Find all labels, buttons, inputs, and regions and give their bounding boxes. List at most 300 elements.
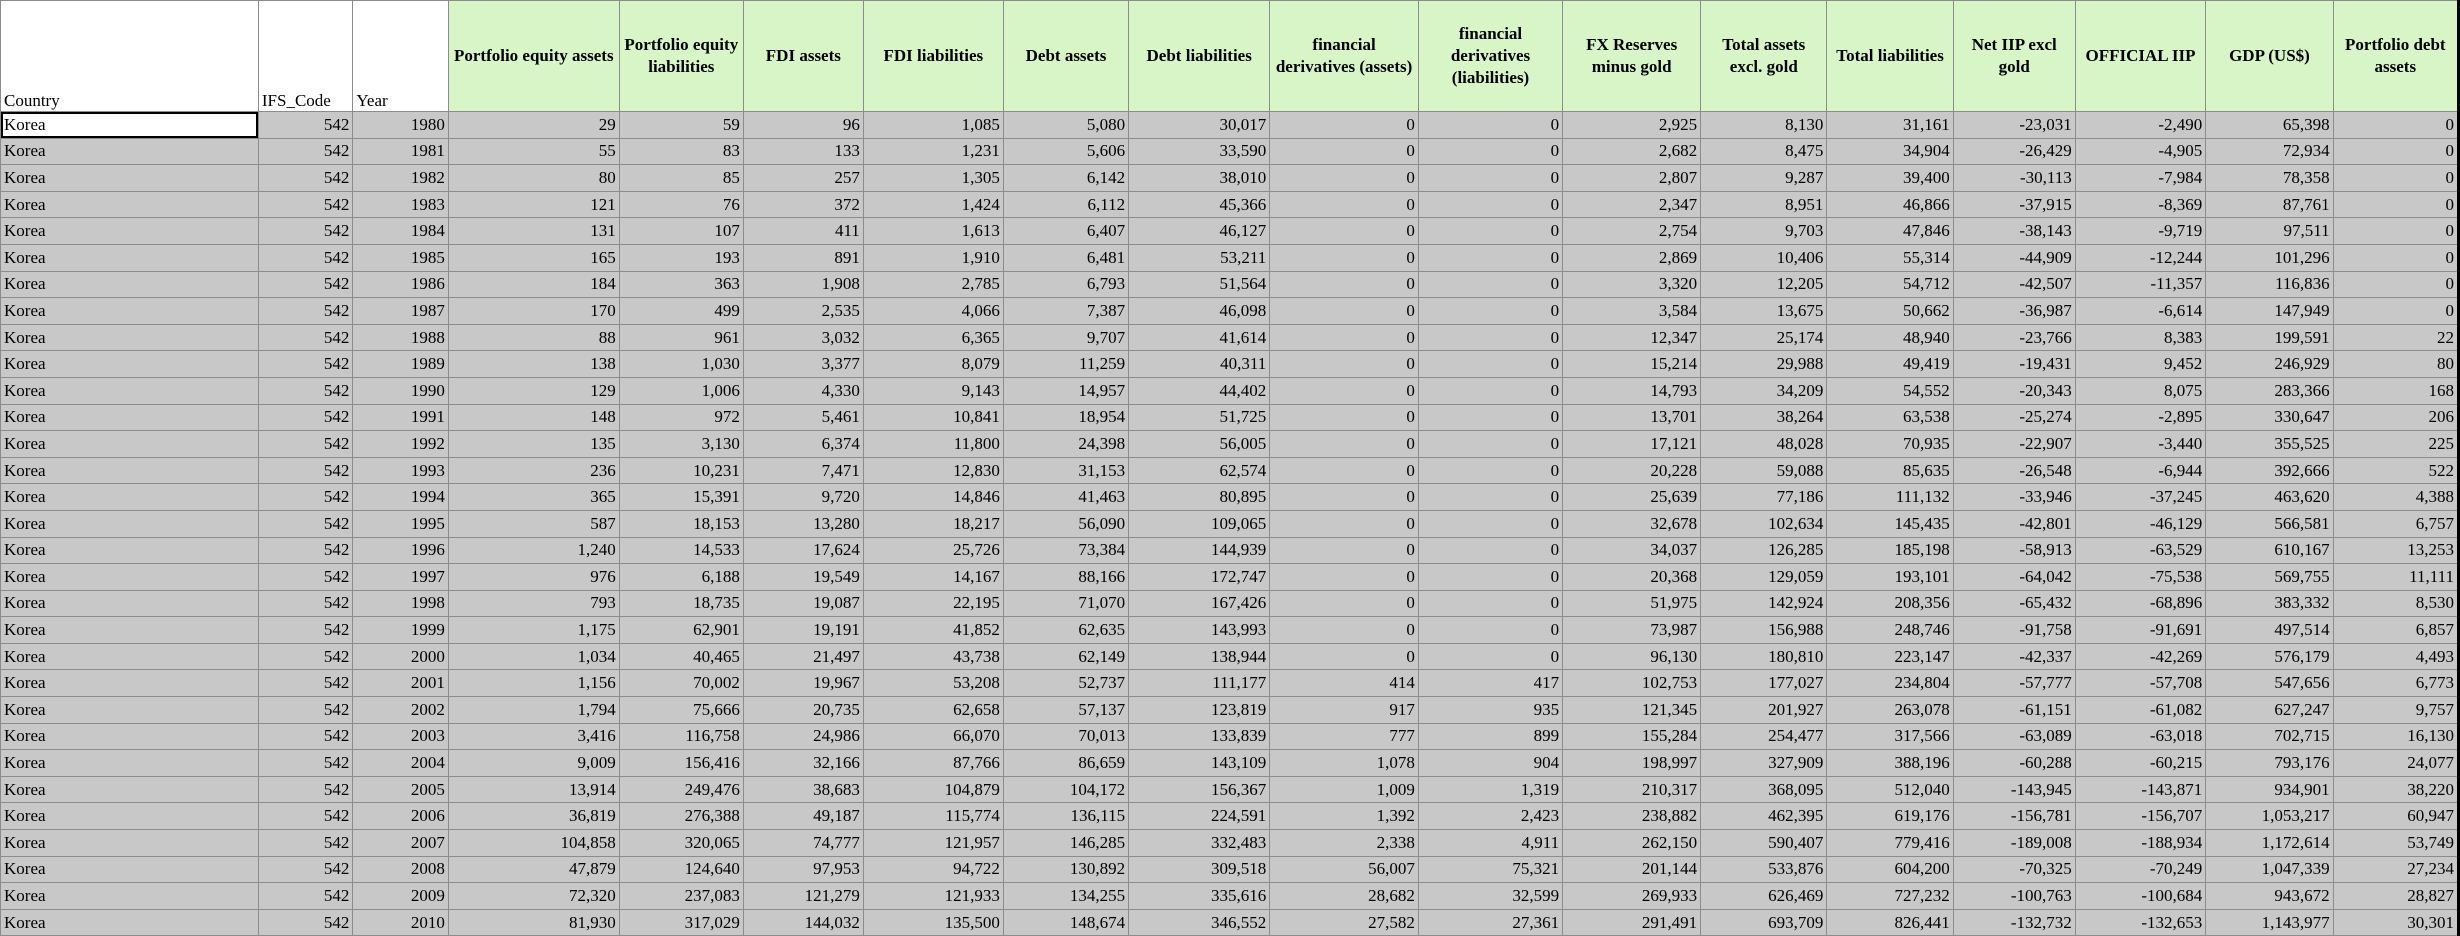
data-cell[interactable]: -20,343 [1953, 377, 2075, 404]
country-cell[interactable]: Korea [1, 643, 259, 670]
data-cell[interactable]: 38,010 [1129, 165, 1270, 192]
data-cell[interactable]: 2,754 [1563, 218, 1701, 245]
data-cell[interactable]: 126,285 [1701, 537, 1827, 564]
data-cell[interactable]: 542 [258, 670, 352, 697]
data-cell[interactable]: 249,476 [619, 776, 743, 803]
data-cell[interactable]: 184 [448, 271, 619, 298]
data-cell[interactable]: 934,901 [2206, 776, 2333, 803]
data-cell[interactable]: 2,682 [1563, 138, 1701, 165]
data-cell[interactable]: 542 [258, 457, 352, 484]
data-cell[interactable]: 330,647 [2206, 404, 2333, 431]
data-cell[interactable]: -4,905 [2075, 138, 2206, 165]
data-cell[interactable]: 199,591 [2206, 324, 2333, 351]
data-cell[interactable]: 70,002 [619, 670, 743, 697]
data-cell[interactable]: 165 [448, 244, 619, 271]
data-cell[interactable]: 542 [258, 883, 352, 910]
country-cell[interactable]: Korea [1, 590, 259, 617]
data-cell[interactable]: 38,683 [743, 776, 863, 803]
country-cell[interactable]: Korea [1, 377, 259, 404]
data-cell[interactable]: 18,954 [1003, 404, 1128, 431]
data-cell[interactable]: -91,758 [1953, 617, 2075, 644]
data-cell[interactable]: -57,708 [2075, 670, 2206, 697]
data-cell[interactable]: 0 [1270, 324, 1419, 351]
data-cell[interactable]: 72,934 [2206, 138, 2333, 165]
data-cell[interactable]: 142,924 [1701, 590, 1827, 617]
data-cell[interactable]: 1980 [353, 112, 449, 139]
data-cell[interactable]: 129 [448, 377, 619, 404]
data-cell[interactable]: 136,115 [1003, 803, 1128, 830]
data-cell[interactable]: 74,777 [743, 830, 863, 857]
data-cell[interactable]: -6,614 [2075, 298, 2206, 325]
data-cell[interactable]: 0 [2333, 138, 2458, 165]
data-cell[interactable]: 1999 [353, 617, 449, 644]
data-cell[interactable]: 542 [258, 537, 352, 564]
data-cell[interactable]: 727,232 [1827, 883, 1953, 910]
country-cell[interactable]: Korea [1, 830, 259, 857]
data-cell[interactable]: 1984 [353, 218, 449, 245]
data-cell[interactable]: 1992 [353, 431, 449, 458]
data-cell[interactable]: 87,766 [863, 750, 1003, 777]
data-cell[interactable]: 1988 [353, 324, 449, 351]
data-cell[interactable]: 8,383 [2075, 324, 2206, 351]
data-cell[interactable]: 0 [1418, 138, 1562, 165]
data-cell[interactable]: 392,666 [2206, 457, 2333, 484]
data-cell[interactable]: 943,672 [2206, 883, 2333, 910]
data-cell[interactable]: -19,431 [1953, 351, 2075, 378]
data-cell[interactable]: 1985 [353, 244, 449, 271]
data-cell[interactable]: 566,581 [2206, 510, 2333, 537]
data-cell[interactable]: 1987 [353, 298, 449, 325]
data-cell[interactable]: 9,720 [743, 484, 863, 511]
data-cell[interactable]: 542 [258, 191, 352, 218]
data-cell[interactable]: 1993 [353, 457, 449, 484]
data-cell[interactable]: 6,857 [2333, 617, 2458, 644]
data-cell[interactable]: -60,215 [2075, 750, 2206, 777]
data-cell[interactable]: 6,365 [863, 324, 1003, 351]
data-cell[interactable]: 76 [619, 191, 743, 218]
data-cell[interactable]: 41,463 [1003, 484, 1128, 511]
data-cell[interactable]: 0 [1418, 244, 1562, 271]
data-cell[interactable]: 0 [1270, 564, 1419, 591]
data-cell[interactable]: 8,530 [2333, 590, 2458, 617]
data-cell[interactable]: -100,684 [2075, 883, 2206, 910]
data-cell[interactable]: 576,179 [2206, 643, 2333, 670]
data-cell[interactable]: 793,176 [2206, 750, 2333, 777]
data-cell[interactable]: 73,987 [1563, 617, 1701, 644]
data-cell[interactable]: 97,953 [743, 856, 863, 883]
column-header[interactable]: Portfolio equity liabilities [619, 1, 743, 112]
data-cell[interactable]: 18,217 [863, 510, 1003, 537]
data-cell[interactable]: 59,088 [1701, 457, 1827, 484]
data-cell[interactable]: 291,491 [1563, 909, 1701, 936]
data-cell[interactable]: 48,028 [1701, 431, 1827, 458]
data-cell[interactable]: 3,584 [1563, 298, 1701, 325]
data-cell[interactable]: 32,599 [1418, 883, 1562, 910]
data-cell[interactable]: 15,391 [619, 484, 743, 511]
data-cell[interactable]: 0 [1418, 510, 1562, 537]
column-header[interactable]: Debt liabilities [1129, 1, 1270, 112]
data-cell[interactable]: 355,525 [2206, 431, 2333, 458]
data-cell[interactable]: 3,130 [619, 431, 743, 458]
data-cell[interactable]: 542 [258, 324, 352, 351]
data-cell[interactable]: 20,735 [743, 697, 863, 724]
data-cell[interactable]: 4,330 [743, 377, 863, 404]
data-cell[interactable]: 0 [1418, 590, 1562, 617]
data-cell[interactable]: 0 [1270, 643, 1419, 670]
data-cell[interactable]: 87,761 [2206, 191, 2333, 218]
data-cell[interactable]: 0 [1418, 324, 1562, 351]
data-cell[interactable]: -63,089 [1953, 723, 2075, 750]
data-cell[interactable]: 13,253 [2333, 537, 2458, 564]
data-cell[interactable]: 0 [1270, 165, 1419, 192]
data-cell[interactable]: 24,986 [743, 723, 863, 750]
data-cell[interactable]: -70,325 [1953, 856, 2075, 883]
data-cell[interactable]: 6,757 [2333, 510, 2458, 537]
data-cell[interactable]: 41,852 [863, 617, 1003, 644]
data-cell[interactable]: 0 [1270, 244, 1419, 271]
data-cell[interactable]: 145,435 [1827, 510, 1953, 537]
data-cell[interactable]: 198,997 [1563, 750, 1701, 777]
data-cell[interactable]: 935 [1418, 697, 1562, 724]
country-cell[interactable]: Korea [1, 883, 259, 910]
data-cell[interactable]: -11,357 [2075, 271, 2206, 298]
data-cell[interactable]: 2,925 [1563, 112, 1701, 139]
data-cell[interactable]: 234,804 [1827, 670, 1953, 697]
data-cell[interactable]: -22,907 [1953, 431, 2075, 458]
data-cell[interactable]: 0 [1418, 484, 1562, 511]
data-cell[interactable]: 60,947 [2333, 803, 2458, 830]
country-cell[interactable]: Korea [1, 803, 259, 830]
data-cell[interactable]: -37,915 [1953, 191, 2075, 218]
data-cell[interactable]: 56,090 [1003, 510, 1128, 537]
data-cell[interactable]: 44,402 [1129, 377, 1270, 404]
data-cell[interactable]: 73,384 [1003, 537, 1128, 564]
data-cell[interactable]: 17,624 [743, 537, 863, 564]
data-cell[interactable]: 1,156 [448, 670, 619, 697]
data-cell[interactable]: 2008 [353, 856, 449, 883]
data-cell[interactable]: 31,153 [1003, 457, 1128, 484]
data-cell[interactable]: 11,111 [2333, 564, 2458, 591]
data-cell[interactable]: 14,167 [863, 564, 1003, 591]
data-cell[interactable]: 0 [1418, 351, 1562, 378]
data-cell[interactable]: 28,827 [2333, 883, 2458, 910]
data-cell[interactable]: 25,174 [1701, 324, 1827, 351]
data-cell[interactable]: 172,747 [1129, 564, 1270, 591]
data-cell[interactable]: 542 [258, 856, 352, 883]
data-cell[interactable]: 497,514 [2206, 617, 2333, 644]
data-cell[interactable]: 9,452 [2075, 351, 2206, 378]
data-cell[interactable]: 891 [743, 244, 863, 271]
data-cell[interactable]: 2004 [353, 750, 449, 777]
data-cell[interactable]: 34,209 [1701, 377, 1827, 404]
data-cell[interactable]: 365 [448, 484, 619, 511]
column-header[interactable]: FDI liabilities [863, 1, 1003, 112]
country-cell[interactable]: Korea [1, 271, 259, 298]
data-cell[interactable]: 80 [448, 165, 619, 192]
country-cell[interactable]: Korea [1, 909, 259, 936]
data-cell[interactable]: 144,032 [743, 909, 863, 936]
data-cell[interactable]: 1,078 [1270, 750, 1419, 777]
data-cell[interactable]: 123,819 [1129, 697, 1270, 724]
data-cell[interactable]: 3,416 [448, 723, 619, 750]
data-cell[interactable]: 6,142 [1003, 165, 1128, 192]
data-cell[interactable]: 8,475 [1701, 138, 1827, 165]
data-cell[interactable]: 3,320 [1563, 271, 1701, 298]
data-cell[interactable]: 826,441 [1827, 909, 1953, 936]
data-cell[interactable]: 22,195 [863, 590, 1003, 617]
data-cell[interactable]: 1983 [353, 191, 449, 218]
data-cell[interactable]: 1995 [353, 510, 449, 537]
data-cell[interactable]: 32,678 [1563, 510, 1701, 537]
data-cell[interactable]: 414 [1270, 670, 1419, 697]
data-cell[interactable]: 627,247 [2206, 697, 2333, 724]
data-cell[interactable]: -63,018 [2075, 723, 2206, 750]
data-cell[interactable]: 0 [2333, 112, 2458, 139]
data-cell[interactable]: 59 [619, 112, 743, 139]
data-cell[interactable]: 156,416 [619, 750, 743, 777]
data-cell[interactable]: 1990 [353, 377, 449, 404]
data-cell[interactable]: 917 [1270, 697, 1419, 724]
data-cell[interactable]: 14,793 [1563, 377, 1701, 404]
data-cell[interactable]: 0 [1270, 377, 1419, 404]
data-cell[interactable]: 0 [1270, 590, 1419, 617]
data-cell[interactable]: 0 [1418, 617, 1562, 644]
data-cell[interactable]: 30,301 [2333, 909, 2458, 936]
data-cell[interactable]: 19,967 [743, 670, 863, 697]
data-cell[interactable]: 94,722 [863, 856, 1003, 883]
data-cell[interactable]: 4,493 [2333, 643, 2458, 670]
data-cell[interactable]: 39,400 [1827, 165, 1953, 192]
data-cell[interactable]: 65,398 [2206, 112, 2333, 139]
data-cell[interactable]: 542 [258, 697, 352, 724]
data-cell[interactable]: 38,264 [1701, 404, 1827, 431]
data-cell[interactable]: 133,839 [1129, 723, 1270, 750]
data-cell[interactable]: 1982 [353, 165, 449, 192]
country-cell[interactable]: Korea [1, 697, 259, 724]
data-cell[interactable]: 236 [448, 457, 619, 484]
data-cell[interactable]: 6,188 [619, 564, 743, 591]
data-cell[interactable]: -61,151 [1953, 697, 2075, 724]
data-cell[interactable]: 0 [1270, 431, 1419, 458]
data-cell[interactable]: 85 [619, 165, 743, 192]
data-cell[interactable]: 1,009 [1270, 776, 1419, 803]
data-cell[interactable]: 63,538 [1827, 404, 1953, 431]
country-cell[interactable]: Korea [1, 244, 259, 271]
data-cell[interactable]: 8,075 [2075, 377, 2206, 404]
data-cell[interactable]: -70,249 [2075, 856, 2206, 883]
data-cell[interactable]: 131 [448, 218, 619, 245]
data-cell[interactable]: -100,763 [1953, 883, 2075, 910]
data-cell[interactable]: -8,369 [2075, 191, 2206, 218]
data-cell[interactable]: 9,287 [1701, 165, 1827, 192]
data-cell[interactable]: 55 [448, 138, 619, 165]
data-cell[interactable]: 388,196 [1827, 750, 1953, 777]
data-cell[interactable]: -42,337 [1953, 643, 2075, 670]
country-cell[interactable]: Korea [1, 298, 259, 325]
data-cell[interactable]: 20,368 [1563, 564, 1701, 591]
data-cell[interactable]: 143,993 [1129, 617, 1270, 644]
data-cell[interactable]: 1989 [353, 351, 449, 378]
data-cell[interactable]: 5,606 [1003, 138, 1128, 165]
data-cell[interactable]: -23,766 [1953, 324, 2075, 351]
data-cell[interactable]: 13,675 [1701, 298, 1827, 325]
data-cell[interactable]: 45,366 [1129, 191, 1270, 218]
data-cell[interactable]: 1997 [353, 564, 449, 591]
data-cell[interactable]: 1,006 [619, 377, 743, 404]
country-cell[interactable]: Korea [1, 165, 259, 192]
data-cell[interactable]: 208,356 [1827, 590, 1953, 617]
data-cell[interactable]: 130,892 [1003, 856, 1128, 883]
data-cell[interactable]: 5,080 [1003, 112, 1128, 139]
data-cell[interactable]: 96 [743, 112, 863, 139]
data-cell[interactable]: 40,311 [1129, 351, 1270, 378]
column-header[interactable]: Total liabilities [1827, 1, 1953, 112]
data-cell[interactable]: 512,040 [1827, 776, 1953, 803]
data-cell[interactable]: -12,244 [2075, 244, 2206, 271]
data-cell[interactable]: 4,911 [1418, 830, 1562, 857]
data-cell[interactable]: -44,909 [1953, 244, 2075, 271]
column-header[interactable]: Year [353, 1, 449, 112]
data-cell[interactable]: 36,819 [448, 803, 619, 830]
data-cell[interactable]: 18,735 [619, 590, 743, 617]
data-cell[interactable]: 2010 [353, 909, 449, 936]
data-cell[interactable]: 542 [258, 377, 352, 404]
column-header[interactable]: Debt assets [1003, 1, 1128, 112]
column-header[interactable]: Portfolio debt assets [2333, 1, 2458, 112]
data-cell[interactable]: 246,929 [2206, 351, 2333, 378]
data-cell[interactable]: -38,143 [1953, 218, 2075, 245]
data-cell[interactable]: 10,231 [619, 457, 743, 484]
data-cell[interactable]: 14,957 [1003, 377, 1128, 404]
data-cell[interactable]: 8,130 [1701, 112, 1827, 139]
data-cell[interactable]: 262,150 [1563, 830, 1701, 857]
data-cell[interactable]: 1,053,217 [2206, 803, 2333, 830]
data-cell[interactable]: 327,909 [1701, 750, 1827, 777]
data-cell[interactable]: 4,066 [863, 298, 1003, 325]
data-cell[interactable]: 12,347 [1563, 324, 1701, 351]
data-cell[interactable]: 8,079 [863, 351, 1003, 378]
data-cell[interactable]: 170 [448, 298, 619, 325]
data-cell[interactable]: 542 [258, 431, 352, 458]
data-cell[interactable]: 33,590 [1129, 138, 1270, 165]
data-cell[interactable]: 49,187 [743, 803, 863, 830]
country-cell[interactable]: Korea [1, 670, 259, 697]
data-cell[interactable]: 111,177 [1129, 670, 1270, 697]
data-cell[interactable]: -26,429 [1953, 138, 2075, 165]
data-cell[interactable]: 542 [258, 830, 352, 857]
data-cell[interactable]: 542 [258, 351, 352, 378]
data-cell[interactable]: -156,707 [2075, 803, 2206, 830]
data-cell[interactable]: 201,927 [1701, 697, 1827, 724]
data-cell[interactable]: 0 [1418, 457, 1562, 484]
data-cell[interactable]: 463,620 [2206, 484, 2333, 511]
data-cell[interactable]: 0 [1418, 404, 1562, 431]
data-cell[interactable]: 587 [448, 510, 619, 537]
data-cell[interactable]: -64,042 [1953, 564, 2075, 591]
data-cell[interactable]: 335,616 [1129, 883, 1270, 910]
country-cell[interactable]: Korea [1, 457, 259, 484]
data-cell[interactable]: 2005 [353, 776, 449, 803]
column-header[interactable]: Portfolio equity assets [448, 1, 619, 112]
data-cell[interactable]: 6,112 [1003, 191, 1128, 218]
data-cell[interactable]: 777 [1270, 723, 1419, 750]
data-cell[interactable]: 13,914 [448, 776, 619, 803]
column-header[interactable]: FDI assets [743, 1, 863, 112]
data-cell[interactable]: 2,347 [1563, 191, 1701, 218]
data-cell[interactable]: -30,113 [1953, 165, 2075, 192]
column-header[interactable]: IFS_Code [258, 1, 352, 112]
data-cell[interactable]: 1,424 [863, 191, 1003, 218]
data-cell[interactable]: 148 [448, 404, 619, 431]
data-cell[interactable]: 619,176 [1827, 803, 1953, 830]
data-cell[interactable]: 124,640 [619, 856, 743, 883]
data-cell[interactable]: 0 [1418, 165, 1562, 192]
data-cell[interactable]: 0 [1418, 643, 1562, 670]
data-cell[interactable]: 346,552 [1129, 909, 1270, 936]
data-cell[interactable]: 70,013 [1003, 723, 1128, 750]
data-cell[interactable]: -42,801 [1953, 510, 2075, 537]
data-cell[interactable]: 542 [258, 244, 352, 271]
data-cell[interactable]: 167,426 [1129, 590, 1270, 617]
data-cell[interactable]: 27,582 [1270, 909, 1419, 936]
data-cell[interactable]: 6,773 [2333, 670, 2458, 697]
data-cell[interactable]: 10,841 [863, 404, 1003, 431]
data-cell[interactable]: 254,477 [1701, 723, 1827, 750]
data-cell[interactable]: 104,858 [448, 830, 619, 857]
data-cell[interactable]: -23,031 [1953, 112, 2075, 139]
data-cell[interactable]: 102,753 [1563, 670, 1701, 697]
data-cell[interactable]: 101,296 [2206, 244, 2333, 271]
data-cell[interactable]: 263,078 [1827, 697, 1953, 724]
data-cell[interactable]: 80 [2333, 351, 2458, 378]
data-cell[interactable]: 9,707 [1003, 324, 1128, 351]
data-cell[interactable]: 1,034 [448, 643, 619, 670]
data-cell[interactable]: -143,945 [1953, 776, 2075, 803]
data-cell[interactable]: 223,147 [1827, 643, 1953, 670]
data-cell[interactable]: 1,240 [448, 537, 619, 564]
column-header[interactable]: financial derivatives (liabilities) [1418, 1, 1562, 112]
data-cell[interactable]: 102,634 [1701, 510, 1827, 537]
country-cell[interactable]: Korea [1, 431, 259, 458]
data-cell[interactable]: 0 [2333, 218, 2458, 245]
data-cell[interactable]: 72,320 [448, 883, 619, 910]
data-cell[interactable]: 40,465 [619, 643, 743, 670]
data-cell[interactable]: 547,656 [2206, 670, 2333, 697]
data-cell[interactable]: 1994 [353, 484, 449, 511]
data-cell[interactable]: 0 [1418, 271, 1562, 298]
data-cell[interactable]: 522 [2333, 457, 2458, 484]
country-cell[interactable]: Korea [1, 404, 259, 431]
data-cell[interactable]: 34,037 [1563, 537, 1701, 564]
data-cell[interactable]: 51,975 [1563, 590, 1701, 617]
data-cell[interactable]: 129,059 [1701, 564, 1827, 591]
data-cell[interactable]: 225 [2333, 431, 2458, 458]
data-cell[interactable]: -57,777 [1953, 670, 2075, 697]
data-cell[interactable]: 138,944 [1129, 643, 1270, 670]
data-cell[interactable]: 7,471 [743, 457, 863, 484]
data-cell[interactable]: 590,407 [1701, 830, 1827, 857]
data-cell[interactable]: 116,758 [619, 723, 743, 750]
data-cell[interactable]: 793 [448, 590, 619, 617]
country-cell[interactable]: Korea [1, 776, 259, 803]
data-cell[interactable]: 104,172 [1003, 776, 1128, 803]
country-cell[interactable]: Korea [1, 617, 259, 644]
data-cell[interactable]: -143,871 [2075, 776, 2206, 803]
data-cell[interactable]: 53,749 [2333, 830, 2458, 857]
data-cell[interactable]: 62,658 [863, 697, 1003, 724]
column-header[interactable]: GDP (US$) [2206, 1, 2333, 112]
data-cell[interactable]: 143,109 [1129, 750, 1270, 777]
